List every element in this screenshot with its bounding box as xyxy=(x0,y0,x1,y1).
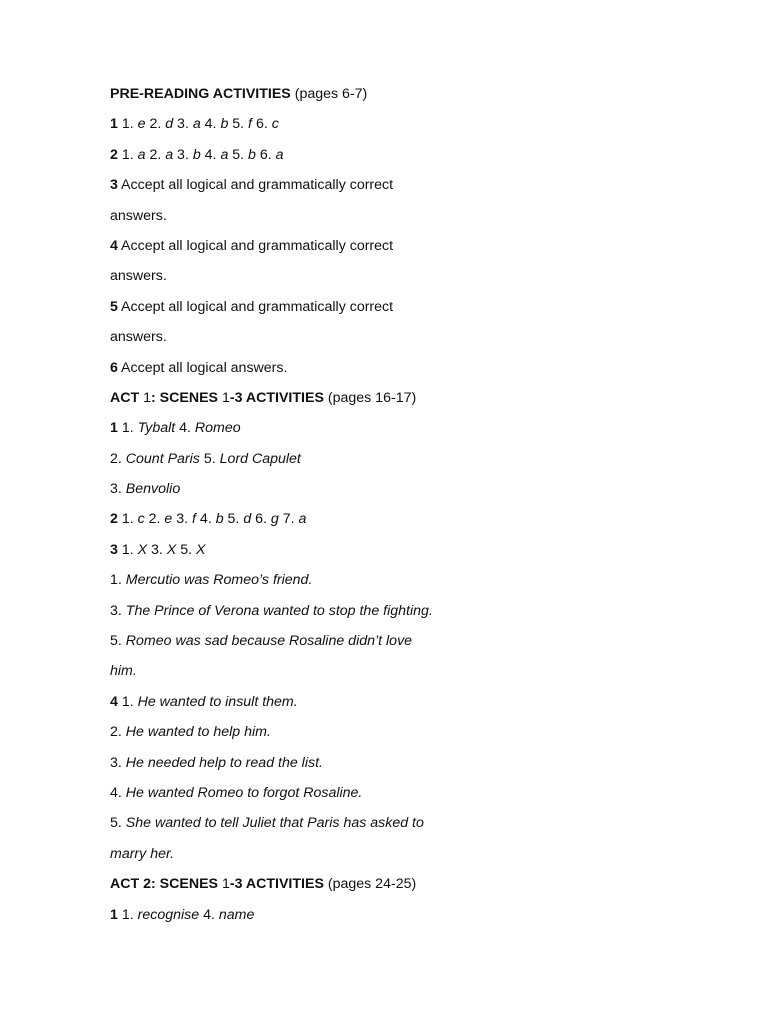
text-run: 4. xyxy=(195,511,216,528)
text-line xyxy=(110,207,530,237)
text-line xyxy=(110,784,530,814)
text-run: 1 xyxy=(221,389,230,406)
answer-text-run: marry her. xyxy=(110,845,175,862)
text-run: Accept all logical and grammatically correct xyxy=(117,237,394,254)
text-run: 4. xyxy=(110,784,126,801)
answer-text-run: Romeo xyxy=(194,420,241,437)
text-run: Accept all logical and grammatically correct xyxy=(117,298,394,315)
text-line xyxy=(110,632,530,662)
text-run: 3. xyxy=(147,541,167,558)
text-run: 3. xyxy=(173,146,193,163)
text-run: (pages 16-17) xyxy=(323,389,417,406)
answer-text-run: X xyxy=(166,541,177,558)
answer-text-run: Tybalt xyxy=(137,420,176,437)
text-run: 5. xyxy=(228,146,249,163)
answer-text-run: Count Paris xyxy=(125,450,200,467)
text-line xyxy=(110,146,530,176)
answer-text-run: X xyxy=(195,541,206,558)
text-run: 2. xyxy=(110,724,126,741)
text-run: 1. xyxy=(117,146,138,163)
answer-text-run: Lord Capulet xyxy=(219,450,301,467)
answer-text-run: He needed help to read the list. xyxy=(125,754,323,771)
bold-text-run: 3 xyxy=(110,541,118,558)
text-run: 5. xyxy=(110,633,126,650)
answer-text-run: f xyxy=(248,116,252,133)
text-run: 4. xyxy=(175,420,195,437)
text-run: (pages 6-7) xyxy=(290,86,368,102)
text-run: 5. xyxy=(176,541,196,558)
answer-text-run: g xyxy=(270,511,279,528)
text-line xyxy=(110,115,530,145)
text-run: 1. xyxy=(117,116,138,133)
text-run: 7. xyxy=(278,511,299,528)
text-run: 4. xyxy=(200,146,221,163)
answer-text-run: e xyxy=(164,511,173,528)
answer-text-run: c xyxy=(271,116,279,133)
text-line xyxy=(110,480,530,510)
text-line xyxy=(110,662,530,692)
bold-text-run: 4 xyxy=(110,693,118,710)
text-line xyxy=(110,693,530,723)
text-line xyxy=(110,85,530,115)
answer-text-run: him. xyxy=(110,663,137,680)
text-run: 5. xyxy=(110,815,126,832)
bold-text-run: 5 xyxy=(110,298,118,315)
bold-text-run: -3 ACTIVITIES xyxy=(229,876,324,893)
answer-text-run: a xyxy=(220,146,229,163)
text-line xyxy=(110,754,530,784)
text-line xyxy=(110,298,530,328)
answer-text-run: The Prince of Verona wanted to stop the fighting. xyxy=(125,602,433,619)
answer-text-run: Mercutio was Romeo’s friend. xyxy=(125,572,313,589)
answer-text-run: X xyxy=(137,541,148,558)
answer-text-run: a xyxy=(165,146,174,163)
bold-text-run: ACT 2: SCENES xyxy=(110,876,222,893)
answer-text-run: Romeo was sad because Rosaline didn’t love xyxy=(125,633,413,650)
answer-text-run: b xyxy=(248,146,256,163)
text-line xyxy=(110,389,530,419)
answer-key-content xyxy=(110,85,530,936)
text-run: 5. xyxy=(223,511,244,528)
answer-text-run: f xyxy=(192,511,196,528)
answer-text-run: a xyxy=(137,146,146,163)
text-line xyxy=(110,602,530,632)
text-run: 1. xyxy=(117,906,138,923)
text-run: 1. xyxy=(117,511,138,528)
bold-text-run: 2 xyxy=(110,146,118,163)
answer-text-run: He wanted to insult them. xyxy=(137,693,298,710)
text-line xyxy=(110,359,530,389)
bold-text-run: 1 xyxy=(110,116,118,133)
text-line xyxy=(110,267,530,297)
bold-text-run: : SCENES xyxy=(151,389,222,406)
bold-text-run: -3 ACTIVITIES xyxy=(229,389,324,406)
text-run: 3. xyxy=(172,511,193,528)
text-run: 5. xyxy=(199,450,220,467)
text-run: 3. xyxy=(110,754,126,771)
text-run: Accept all logical answers. xyxy=(117,359,288,376)
text-run: (pages 24-25) xyxy=(323,876,417,893)
text-line xyxy=(110,814,530,844)
text-run: 3. xyxy=(110,602,126,619)
text-run: 6. xyxy=(252,116,272,133)
text-line xyxy=(110,237,530,267)
text-run: 2. xyxy=(144,511,165,528)
text-run: 2. xyxy=(110,450,126,467)
text-run: 3. xyxy=(110,481,126,498)
answer-text-run: He wanted Romeo to forgot Rosaline. xyxy=(125,784,363,801)
text-run: 6. xyxy=(255,146,276,163)
text-run: 1. xyxy=(117,693,138,710)
text-line xyxy=(110,419,530,449)
answer-text-run: a xyxy=(192,116,201,133)
text-line xyxy=(110,541,530,571)
bold-text-run: 3 xyxy=(110,177,118,194)
text-run: 2. xyxy=(145,146,166,163)
text-run: 5. xyxy=(228,116,249,133)
answer-text-run: a xyxy=(298,511,307,528)
bold-text-run: 4 xyxy=(110,237,118,254)
answer-text-run: c xyxy=(137,511,145,528)
text-run: 1. xyxy=(110,572,126,589)
answer-text-run: b xyxy=(215,511,224,528)
text-run: answers. xyxy=(110,329,167,346)
answer-text-run: e xyxy=(137,116,146,133)
text-line xyxy=(110,571,530,601)
bold-text-run: PRE-READING ACTIVITIES xyxy=(110,86,291,102)
answer-text-run: recognise xyxy=(137,906,200,923)
bold-text-run: 1 xyxy=(110,906,118,923)
text-run: 4. xyxy=(200,116,221,133)
text-line xyxy=(110,450,530,480)
text-line xyxy=(110,328,530,358)
text-line xyxy=(110,510,530,540)
text-run: 4. xyxy=(199,906,219,923)
text-line xyxy=(110,176,530,206)
answer-text-run: Benvolio xyxy=(125,481,181,498)
text-run: answers. xyxy=(110,207,167,224)
bold-text-run: 1 xyxy=(110,420,118,437)
text-run: 1. xyxy=(117,541,138,558)
bold-text-run: 6 xyxy=(110,359,118,376)
text-run: 6. xyxy=(251,511,271,528)
answer-text-run: a xyxy=(275,146,284,163)
text-line xyxy=(110,845,530,875)
answer-text-run: b xyxy=(220,116,229,133)
text-line xyxy=(110,906,530,936)
answer-text-run: d xyxy=(165,116,174,133)
answer-text-run: He wanted to help him. xyxy=(125,724,271,741)
bold-text-run: ACT xyxy=(110,389,144,406)
answer-text-run: b xyxy=(192,146,201,163)
text-run: 2. xyxy=(145,116,166,133)
text-line xyxy=(110,723,530,753)
text-run: answers. xyxy=(110,268,167,285)
text-run: 1 xyxy=(143,389,151,406)
text-run: 1 xyxy=(221,876,230,893)
answer-text-run: She wanted to tell Juliet that Paris has asked to xyxy=(125,815,424,832)
text-run: 1. xyxy=(117,420,138,437)
text-run: Accept all logical and grammatically correct xyxy=(117,177,394,194)
text-line xyxy=(110,875,530,905)
bold-text-run: 2 xyxy=(110,511,118,528)
answer-text-run: d xyxy=(243,511,252,528)
text-run: 3. xyxy=(173,116,193,133)
answer-text-run: name xyxy=(218,906,255,923)
